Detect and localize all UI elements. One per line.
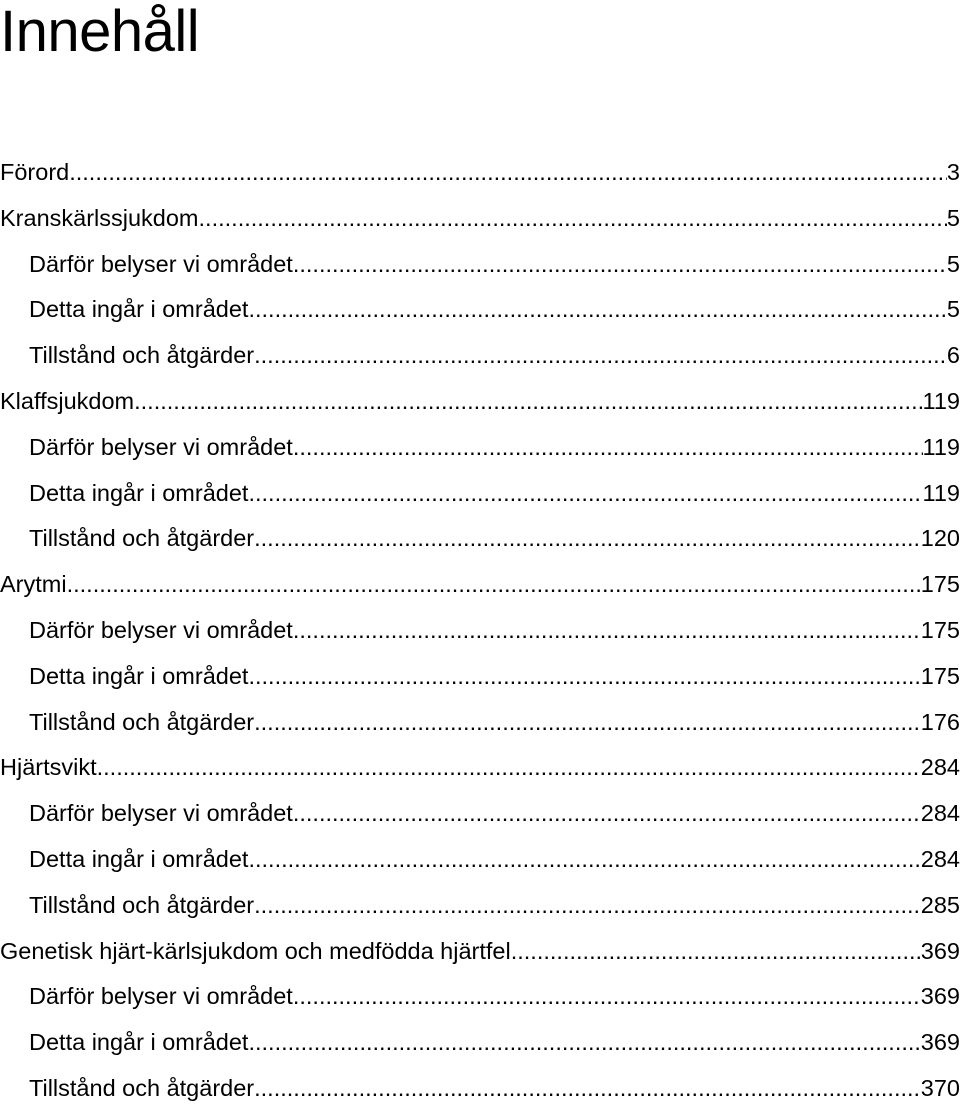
- toc-dot-leader: [248, 471, 922, 517]
- toc-page-number[interactable]: 119: [922, 433, 960, 460]
- toc-page-number[interactable]: 5: [946, 204, 960, 231]
- toc-page-number[interactable]: 3: [946, 159, 960, 185]
- toc-entry-label[interactable]: Detta ingår i området: [29, 845, 249, 872]
- toc-entry-label[interactable]: Därför belyser vi området: [29, 800, 293, 827]
- toc-dot-leader: [248, 1020, 920, 1066]
- toc-section-entry[interactable]: [0, 700, 960, 746]
- toc-entry-label[interactable]: Tillstånd och åtgärder: [29, 708, 255, 735]
- toc-section-entry[interactable]: [0, 471, 960, 517]
- toc-dot-leader: [97, 745, 921, 791]
- toc-chapter-entry[interactable]: [0, 562, 960, 608]
- toc-entry-label[interactable]: Därför belyser vi området: [29, 250, 293, 277]
- toc-page-number[interactable]: 176: [920, 708, 960, 735]
- toc-entry-label[interactable]: Tillstånd och åtgärder: [29, 342, 255, 369]
- toc-dot-leader: [67, 562, 921, 608]
- toc-page-number[interactable]: 284: [920, 845, 960, 872]
- toc-dot-leader: [248, 837, 920, 883]
- toc-entry-label[interactable]: Kranskärlssjukdom: [0, 204, 199, 231]
- toc-dot-leader: [293, 608, 921, 654]
- toc-dot-leader: [293, 425, 923, 471]
- toc-dot-leader: [293, 242, 947, 288]
- toc-section-entry[interactable]: [0, 837, 960, 883]
- toc-section-entry[interactable]: [0, 1020, 960, 1066]
- toc-page-number[interactable]: 5: [946, 250, 960, 277]
- toc-section-entry[interactable]: [0, 516, 960, 562]
- toc-page-number[interactable]: 285: [920, 891, 960, 918]
- toc-entry-label[interactable]: Detta ingår i området: [29, 662, 249, 689]
- toc-page-number[interactable]: 119: [922, 479, 960, 506]
- toc-dot-leader: [293, 791, 921, 837]
- toc-entry-label[interactable]: Tillstånd och åtgärder: [29, 1074, 255, 1101]
- toc-page-number[interactable]: 120: [920, 525, 960, 552]
- toc-dot-leader: [254, 516, 921, 562]
- toc-section-entry[interactable]: [0, 242, 960, 288]
- toc-dot-leader: [254, 333, 947, 379]
- toc-section-entry[interactable]: [0, 333, 960, 379]
- toc-section-entry[interactable]: [0, 974, 960, 1020]
- toc-entry-label[interactable]: Arytmi: [0, 571, 67, 598]
- toc-dot-leader: [293, 974, 921, 1020]
- toc-section-entry[interactable]: [0, 287, 960, 333]
- toc-page-number[interactable]: 369: [920, 983, 960, 1010]
- toc-page-number[interactable]: 5: [946, 296, 960, 323]
- toc-chapter-entry[interactable]: [0, 379, 960, 425]
- toc-dot-leader: [69, 150, 947, 196]
- toc-dot-leader: [134, 379, 922, 425]
- toc-dot-leader: [248, 654, 920, 700]
- toc-section-entry[interactable]: [0, 654, 960, 700]
- toc-page-number[interactable]: 175: [920, 616, 960, 643]
- toc-dot-leader: [511, 929, 921, 975]
- toc-chapter-entry[interactable]: [0, 745, 960, 791]
- page-title: Innehåll: [0, 0, 200, 64]
- toc-dot-leader: [248, 287, 946, 333]
- toc-page-number[interactable]: 369: [920, 937, 960, 964]
- toc-entry-label[interactable]: Tillstånd och åtgärder: [29, 525, 255, 552]
- toc-dot-leader: [254, 883, 921, 929]
- toc-section-entry[interactable]: [0, 883, 960, 929]
- toc-section-entry[interactable]: [0, 608, 960, 654]
- toc-chapter-entry[interactable]: [0, 150, 960, 196]
- toc-page-number[interactable]: 175: [920, 662, 960, 689]
- toc-entry-label[interactable]: Tillstånd och åtgärder: [29, 891, 255, 918]
- toc-entry-label[interactable]: Därför belyser vi området: [29, 616, 293, 643]
- toc-section-entry[interactable]: [0, 425, 960, 471]
- toc-dot-leader: [199, 196, 947, 242]
- toc-entry-label[interactable]: Därför belyser vi området: [29, 983, 293, 1010]
- toc-entry-label[interactable]: Hjärtsvikt: [0, 754, 97, 781]
- toc-page-number[interactable]: 369: [920, 1029, 960, 1056]
- toc-chapter-entry[interactable]: [0, 196, 960, 242]
- toc-chapter-entry[interactable]: [0, 929, 960, 975]
- toc-page-number[interactable]: 6: [946, 342, 960, 369]
- toc-entry-label[interactable]: Detta ingår i området: [29, 479, 249, 506]
- toc-page-number[interactable]: 175: [920, 571, 960, 598]
- toc-page-number[interactable]: 370: [920, 1074, 960, 1101]
- toc-entry-label[interactable]: Klaffsjukdom: [0, 387, 135, 414]
- toc-entry-label[interactable]: Genetisk hjärt-kärlsjukdom och medfödda hjärtfel: [0, 937, 511, 964]
- toc-section-entry[interactable]: [0, 791, 960, 837]
- table-of-contents: [0, 150, 960, 1112]
- toc-entry-label[interactable]: Förord: [0, 159, 70, 185]
- toc-dot-leader: [254, 700, 921, 746]
- toc-entry-label[interactable]: Därför belyser vi området: [29, 433, 293, 460]
- toc-entry-label[interactable]: Detta ingår i området: [29, 296, 249, 323]
- toc-page-number[interactable]: 284: [920, 800, 960, 827]
- toc-entry-label[interactable]: Detta ingår i området: [29, 1029, 249, 1056]
- toc-page-number[interactable]: 284: [920, 754, 960, 781]
- toc-page-number[interactable]: 119: [922, 387, 960, 414]
